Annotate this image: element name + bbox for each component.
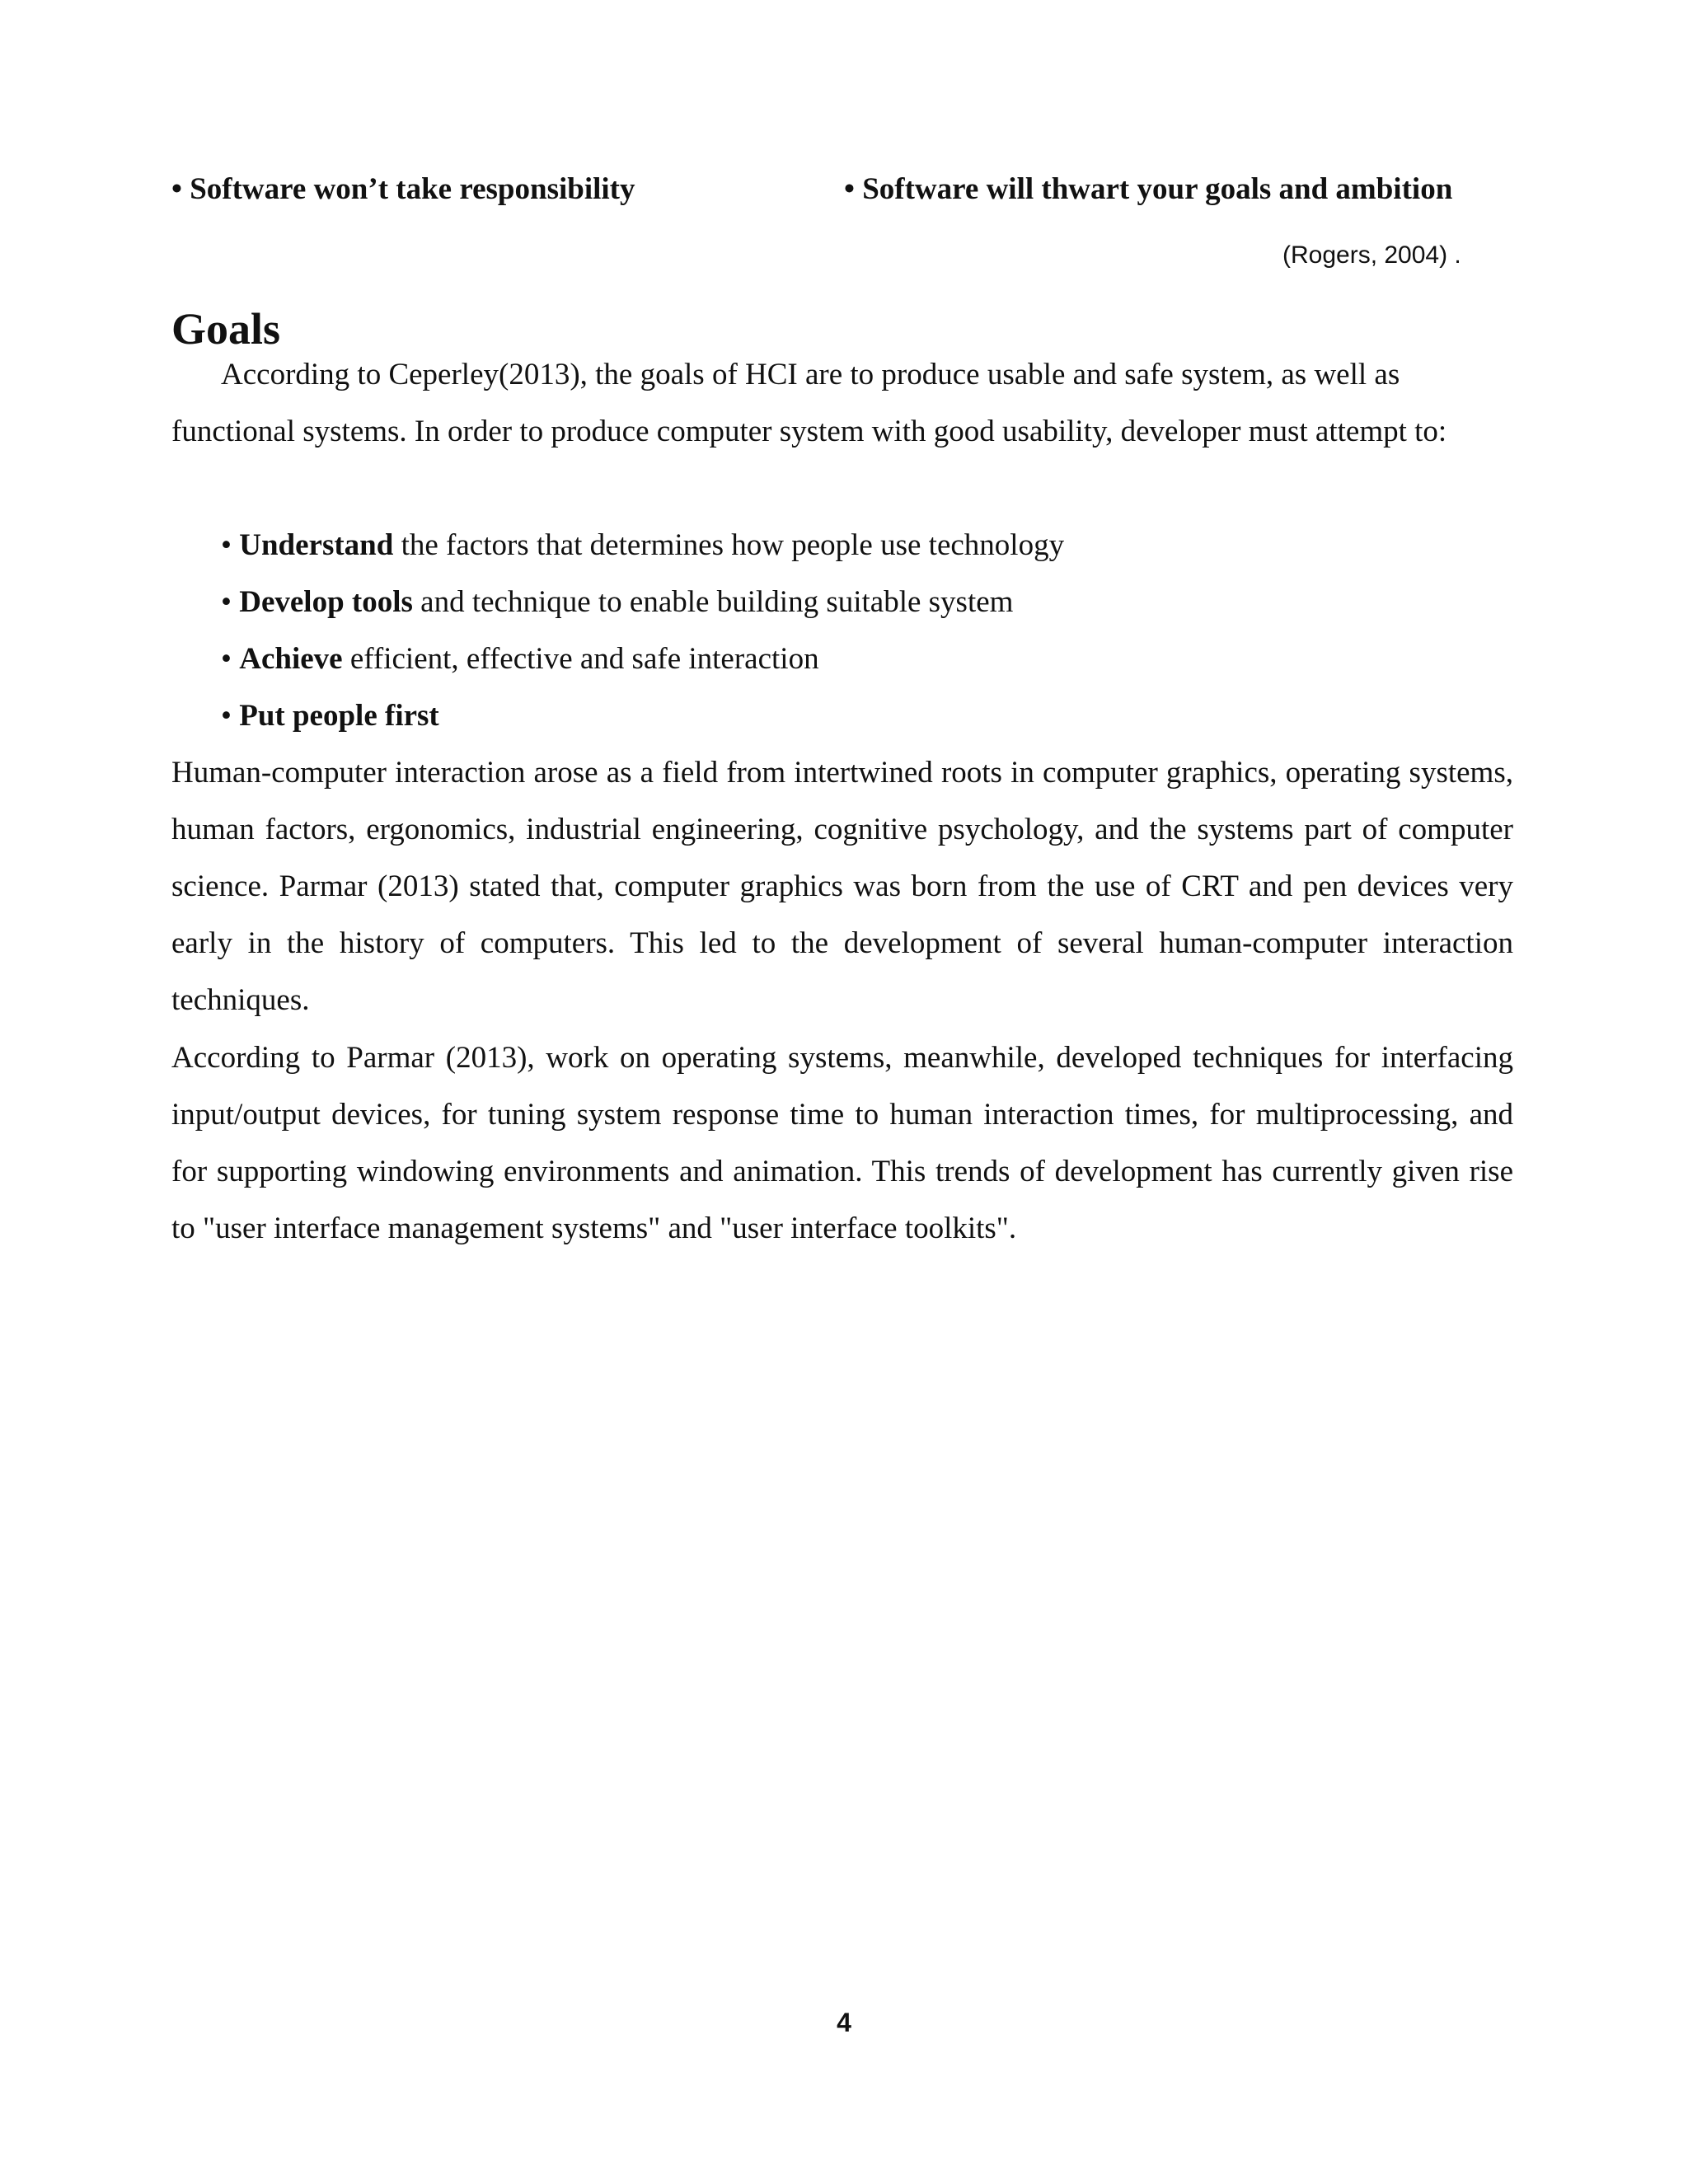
citation: (Rogers, 2004) . <box>1282 241 1461 269</box>
bullet-software-thwart-goals: • Software will thwart your goals and ambition <box>844 172 1453 206</box>
bullet-glyph: • <box>221 528 240 562</box>
bullet-glyph: • <box>221 585 240 619</box>
list-item <box>221 630 1064 687</box>
intro-paragraph: According to Ceperley(2013), the goals of HCI are to produce usable and safe system, as well as functional systems. In order to produce computer system with good usability, developer must attempt to: <box>171 358 1447 448</box>
operating-systems-paragraph: According to Parmar (2013), work on operating systems, meanwhile, developed techniques for interfacing input/output devices, for tuning system response time to human interaction times, for multiprocessing, and for supporting windowing environments and animation. This trends of development has currently given rise to "user interface management systems" and "user interface toolkits". <box>171 1041 1513 1245</box>
section-heading-goals: Goals <box>171 304 281 354</box>
goals-list <box>221 517 1064 744</box>
list-item <box>221 574 1064 630</box>
goal-keyword: Achieve <box>239 642 343 676</box>
list-item <box>221 517 1064 574</box>
goal-description: and technique to enable building suitable system <box>412 585 1014 619</box>
bullet-glyph: • <box>221 699 240 733</box>
goal-description: the factors that determines how people use technology <box>393 528 1065 562</box>
list-item <box>221 687 1064 744</box>
page-number: 4 <box>837 2008 851 2037</box>
bullet-software-responsibility: • Software won’t take responsibility <box>171 172 635 206</box>
bullet-glyph: • <box>221 642 240 676</box>
history-paragraph: Human-computer interaction arose as a field from intertwined roots in computer graphics, operating systems, human factors, ergonomics, industrial engineering, cognitive psychology, and the systems part of computer science. Parmar (2013) stated that, computer graphics was born from the use of CRT and pen devices very early in the history of computers. This led to the development of several human-computer interaction techniques. <box>171 756 1513 1017</box>
goal-description: efficient, effective and safe interaction <box>342 642 819 676</box>
goal-keyword: Understand <box>239 528 394 562</box>
goal-keyword: Put people first <box>239 699 439 733</box>
goal-keyword: Develop tools <box>239 585 413 619</box>
